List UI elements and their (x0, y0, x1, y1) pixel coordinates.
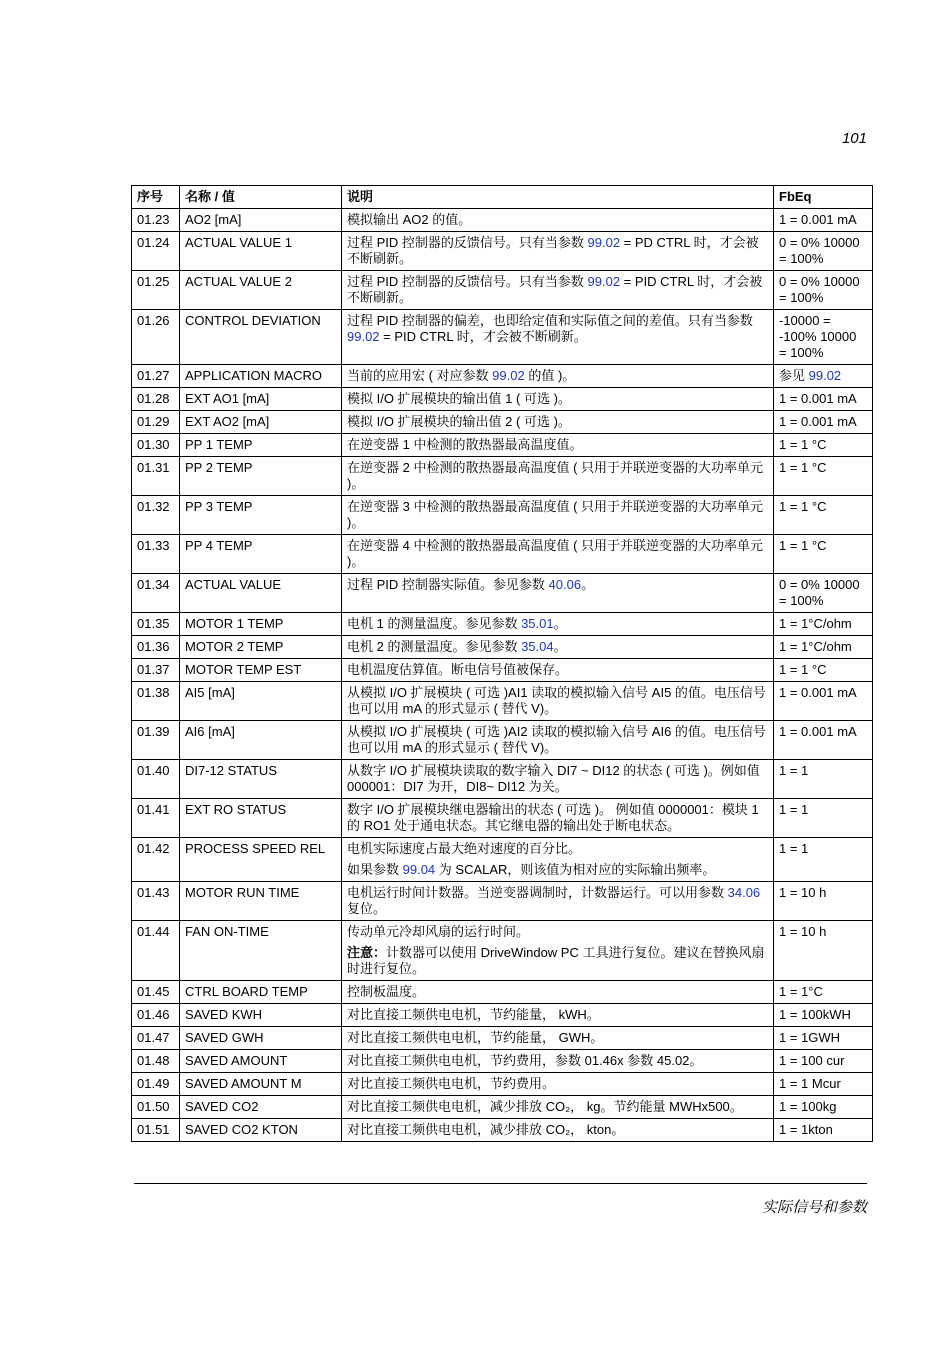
description-text: 模拟 I/O 扩展模块的输出值 1 ( 可选 )。 (347, 391, 571, 406)
description-paragraph (347, 639, 768, 655)
param-description (342, 613, 774, 636)
description-text: 复位。 (347, 901, 387, 916)
description-text: 电机实际速度占最大绝对速度的百分比。 (347, 841, 582, 856)
param-description (342, 1073, 774, 1096)
table-row (132, 882, 873, 921)
description-paragraph (347, 724, 768, 756)
param-name: EXT AO2 [mA] (180, 411, 342, 434)
param-fbeq: 1 = 1°C/ohm (774, 613, 873, 636)
description-text: 。 (581, 577, 595, 592)
param-description (342, 574, 774, 613)
description-paragraph (347, 945, 768, 977)
table-row (132, 1096, 873, 1119)
param-index: 01.24 (132, 232, 180, 271)
description-text: 从模拟 I/O 扩展模块 ( 可选 )AI2 读取的模拟输入信号 AI6 的值。电压信号也可以用 mA 的形式显示 ( 替代 V)。 (347, 724, 766, 755)
param-name: ACTUAL VALUE 1 (180, 232, 342, 271)
param-fbeq: 1 = 1 °C (774, 659, 873, 682)
param-fbeq: 1 = 10 h (774, 921, 873, 981)
description-text: = PID CTRL 时，才会被不断刷新。 (347, 274, 763, 305)
param-name: AI6 [mA] (180, 721, 342, 760)
param-index: 01.27 (132, 365, 180, 388)
param-name: PP 3 TEMP (180, 496, 342, 535)
param-name: MOTOR 1 TEMP (180, 613, 342, 636)
description-text: 对比直接工频供电电机，节约费用。 (347, 1076, 556, 1091)
param-fbeq: 1 = 1 °C (774, 535, 873, 574)
param-name: CONTROL DEVIATION (180, 310, 342, 365)
table-row (132, 232, 873, 271)
table-row (132, 365, 873, 388)
description-text: 当前的应用宏 ( 对应参数 (347, 368, 493, 383)
description-text: = PID CTRL 时，才会被不断刷新。 (379, 329, 587, 344)
table-row (132, 1119, 873, 1142)
param-name: APPLICATION MACRO (180, 365, 342, 388)
param-reference-link[interactable]: 99.04 (402, 862, 436, 877)
param-name: SAVED CO2 (180, 1096, 342, 1119)
description-text: 为 SCALAR，则该值为相对应的实际输出频率。 (435, 862, 716, 877)
description-paragraph (347, 984, 768, 1000)
description-paragraph (347, 1099, 768, 1115)
param-index: 01.48 (132, 1050, 180, 1073)
param-index: 01.36 (132, 636, 180, 659)
param-name: EXT AO1 [mA] (180, 388, 342, 411)
param-name: MOTOR TEMP EST (180, 659, 342, 682)
header-fbeq: FbEq (774, 186, 873, 209)
param-name: MOTOR 2 TEMP (180, 636, 342, 659)
description-paragraph (347, 924, 768, 940)
description-text: 数字 I/O 扩展模块继电器输出的状态 ( 可选 )。 例如值 0000001：模块 1 的 RO1 处于通电状态。其它继电器的输出处于断电状态。 (347, 802, 759, 833)
description-text: 过程 PID 控制器的偏差，也即给定值和实际值之间的差值。只有当参数 (347, 313, 753, 328)
description-text: 在逆变器 4 中检测的散热器最高温度值 ( 只用于并联逆变器的大功率单元 )。 (347, 538, 764, 569)
description-text: 电机温度估算值。断电信号值被保存。 (347, 662, 569, 677)
description-paragraph (347, 1053, 768, 1069)
param-reference-link[interactable]: 99.02 (492, 368, 525, 383)
description-paragraph (347, 391, 768, 407)
table-header-row (132, 186, 873, 209)
description-text: 模拟输出 AO2 的值。 (347, 212, 472, 227)
param-index: 01.50 (132, 1096, 180, 1119)
param-name: SAVED AMOUNT M (180, 1073, 342, 1096)
param-index: 01.31 (132, 457, 180, 496)
param-name: EXT RO STATUS (180, 799, 342, 838)
note-label: 注意： (347, 945, 387, 960)
description-paragraph (347, 802, 768, 834)
param-fbeq: 1 = 0.001 mA (774, 721, 873, 760)
description-text: 的值 )。 (524, 368, 576, 383)
param-fbeq: 1 = 1 °C (774, 457, 873, 496)
description-paragraph (347, 616, 768, 632)
description-text: 计数器可以使用 DriveWindow PC 工具进行复位。建议在替换风扇时进行复位。 (347, 945, 765, 976)
description-paragraph (347, 1122, 768, 1138)
param-description (342, 721, 774, 760)
description-text: = PD CTRL 时，才会被不断刷新。 (347, 235, 759, 266)
param-description (342, 411, 774, 434)
param-description (342, 760, 774, 799)
param-fbeq: 1 = 1 (774, 799, 873, 838)
table-row (132, 1050, 873, 1073)
param-description (342, 1027, 774, 1050)
param-fbeq: 1 = 100 cur (774, 1050, 873, 1073)
param-fbeq: 1 = 100kWH (774, 1004, 873, 1027)
description-text: 对比直接工频供电电机，减少排放 CO₂， kton。 (347, 1122, 625, 1137)
param-description (342, 799, 774, 838)
param-fbeq: 1 = 1 °C (774, 434, 873, 457)
param-description (342, 271, 774, 310)
param-description (342, 1004, 774, 1027)
param-fbeq: 1 = 1kton (774, 1119, 873, 1142)
description-paragraph (347, 212, 768, 228)
param-index: 01.41 (132, 799, 180, 838)
param-index: 01.35 (132, 613, 180, 636)
param-name: AI5 [mA] (180, 682, 342, 721)
param-reference-link[interactable]: 35.04 (521, 639, 554, 654)
param-name: FAN ON-TIME (180, 921, 342, 981)
param-fbeq: 1 = 0.001 mA (774, 682, 873, 721)
param-index: 01.43 (132, 882, 180, 921)
table-row (132, 682, 873, 721)
param-name: DI7-12 STATUS (180, 760, 342, 799)
param-reference-link[interactable]: 40.06 (548, 577, 582, 592)
description-paragraph (347, 437, 768, 453)
param-description (342, 434, 774, 457)
param-name: MOTOR RUN TIME (180, 882, 342, 921)
description-text: 过程 PID 控制器实际值。参见参数 (347, 577, 549, 592)
param-description (342, 496, 774, 535)
table-row (132, 411, 873, 434)
table-row (132, 613, 873, 636)
table-row (132, 1073, 873, 1096)
header-index: 序号 (132, 186, 180, 209)
param-index: 01.39 (132, 721, 180, 760)
param-fbeq: 1 = 0.001 mA (774, 209, 873, 232)
description-paragraph (347, 499, 768, 531)
description-text: 电机 2 的测量温度。参见参数 (347, 639, 522, 654)
param-name: PROCESS SPEED REL (180, 838, 342, 882)
param-description (342, 636, 774, 659)
param-name: ACTUAL VALUE (180, 574, 342, 613)
description-text: 过程 PID 控制器的反馈信号。只有当参数 (347, 235, 588, 250)
param-fbeq: 1 = 1 Mcur (774, 1073, 873, 1096)
table-row (132, 574, 873, 613)
param-description (342, 232, 774, 271)
param-description (342, 457, 774, 496)
param-description (342, 981, 774, 1004)
description-text: 传动单元冷却风扇的运行时间。 (347, 924, 530, 939)
fbeq-text: 参见 (779, 368, 809, 383)
param-name: PP 2 TEMP (180, 457, 342, 496)
param-name: SAVED GWH (180, 1027, 342, 1050)
param-index: 01.34 (132, 574, 180, 613)
header-name-value: 名称 / 值 (180, 186, 342, 209)
description-text: 模拟 I/O 扩展模块的输出值 2 ( 可选 )。 (347, 414, 571, 429)
table-row (132, 636, 873, 659)
table-row (132, 209, 873, 232)
description-text: 对比直接工频供电电机，减少排放 CO₂， kg。节约能量 MWHx500。 (347, 1099, 743, 1114)
description-text: 电机运行时间计数器。当逆变器调制时，计数器运行。可以用参数 (347, 885, 728, 900)
description-paragraph (347, 538, 768, 570)
footer-section-title: 实际信号和参数 (761, 1199, 867, 1216)
table-row (132, 921, 873, 981)
param-fbeq: 1 = 1 (774, 838, 873, 882)
param-reference-link[interactable]: 35.01 (521, 616, 554, 631)
param-description (342, 535, 774, 574)
description-paragraph (347, 577, 768, 593)
description-text: 电机 1 的测量温度。参见参数 (347, 616, 522, 631)
description-paragraph (347, 662, 768, 678)
param-description (342, 310, 774, 365)
param-description (342, 209, 774, 232)
description-paragraph (347, 368, 768, 384)
param-name: SAVED CO2 KTON (180, 1119, 342, 1142)
param-name: SAVED AMOUNT (180, 1050, 342, 1073)
param-index: 01.29 (132, 411, 180, 434)
param-fbeq: 1 = 1 °C (774, 496, 873, 535)
description-paragraph (347, 274, 768, 306)
param-fbeq: 1 = 1°C/ohm (774, 636, 873, 659)
footer-divider (134, 1183, 867, 1184)
param-fbeq: 0 = 0% 10000 = 100% (774, 232, 873, 271)
description-text: 从数字 I/O 扩展模块读取的数字输入 DI7 ~ DI12 的状态 ( 可选 )。例如值 000001：DI7 为开，DI8~ DI12 为关。 (347, 763, 760, 794)
description-paragraph (347, 1076, 768, 1092)
table-row (132, 388, 873, 411)
description-text: 对比直接工频供电电机，节约费用，参数 01.46x 参数 45.02。 (347, 1053, 703, 1068)
param-name: CTRL BOARD TEMP (180, 981, 342, 1004)
param-index: 01.47 (132, 1027, 180, 1050)
table-row (132, 799, 873, 838)
description-text: 在逆变器 1 中检测的散热器最高温度值。 (347, 437, 583, 452)
param-description (342, 682, 774, 721)
param-fbeq (774, 365, 873, 388)
table-row (132, 1004, 873, 1027)
description-paragraph (347, 763, 768, 795)
param-name: PP 1 TEMP (180, 434, 342, 457)
param-description (342, 921, 774, 981)
param-reference-link[interactable]: 99.02 (808, 368, 842, 383)
description-paragraph (347, 414, 768, 430)
description-text: 控制板温度。 (347, 984, 426, 999)
table-row (132, 659, 873, 682)
param-name: ACTUAL VALUE 2 (180, 271, 342, 310)
table-row (132, 721, 873, 760)
description-text: 从模拟 I/O 扩展模块 ( 可选 )AI1 读取的模拟输入信号 AI5 的值。电压信号也可以用 mA 的形式显示 ( 替代 V)。 (347, 685, 766, 716)
param-index: 01.23 (132, 209, 180, 232)
param-fbeq: 0 = 0% 10000 = 100% (774, 574, 873, 613)
param-index: 01.51 (132, 1119, 180, 1142)
param-name: SAVED KWH (180, 1004, 342, 1027)
description-text: 在逆变器 2 中检测的散热器最高温度值 ( 只用于并联逆变器的大功率单元 )。 (347, 460, 764, 491)
description-paragraph (347, 460, 768, 492)
description-text: 。 (553, 616, 567, 631)
table-row (132, 271, 873, 310)
table-row (132, 434, 873, 457)
param-name: PP 4 TEMP (180, 535, 342, 574)
description-paragraph (347, 685, 768, 717)
param-fbeq: 1 = 10 h (774, 882, 873, 921)
param-description (342, 1119, 774, 1142)
param-description (342, 882, 774, 921)
description-text: 在逆变器 3 中检测的散热器最高温度值 ( 只用于并联逆变器的大功率单元 )。 (347, 499, 764, 530)
description-text: 如果参数 (347, 862, 403, 877)
param-name: AO2 [mA] (180, 209, 342, 232)
description-text: 对比直接工频供电电机，节约能量， GWH。 (347, 1030, 604, 1045)
description-paragraph (347, 313, 768, 345)
description-paragraph (347, 862, 768, 878)
description-paragraph (347, 1007, 768, 1023)
description-text: 。 (553, 639, 567, 654)
param-index: 01.28 (132, 388, 180, 411)
param-reference-link[interactable]: 99.02 (587, 274, 621, 289)
description-text: 过程 PID 控制器的反馈信号。只有当参数 (347, 274, 588, 289)
header-description: 说明 (342, 186, 774, 209)
table-row (132, 1027, 873, 1050)
param-index: 01.45 (132, 981, 180, 1004)
param-index: 01.44 (132, 921, 180, 981)
param-index: 01.32 (132, 496, 180, 535)
param-reference-link[interactable]: 34.06 (727, 885, 761, 900)
param-fbeq: 1 = 1 (774, 760, 873, 799)
description-paragraph (347, 1030, 768, 1046)
page-number: 101 (841, 130, 867, 147)
param-description (342, 365, 774, 388)
param-fbeq: -10000 = -100% 10000 = 100% (774, 310, 873, 365)
param-description (342, 1050, 774, 1073)
table-row (132, 838, 873, 882)
param-index: 01.42 (132, 838, 180, 882)
table-row (132, 457, 873, 496)
description-paragraph (347, 841, 768, 857)
table-row (132, 535, 873, 574)
param-index: 01.37 (132, 659, 180, 682)
param-reference-link[interactable]: 99.02 (587, 235, 621, 250)
description-text: 对比直接工频供电电机，节约能量， kWH。 (347, 1007, 600, 1022)
param-index: 01.25 (132, 271, 180, 310)
param-description (342, 388, 774, 411)
param-fbeq: 1 = 0.001 mA (774, 411, 873, 434)
parameter-table (131, 185, 873, 1142)
param-index: 01.40 (132, 760, 180, 799)
param-description (342, 838, 774, 882)
param-index: 01.26 (132, 310, 180, 365)
table-row (132, 760, 873, 799)
param-reference-link[interactable]: 99.02 (347, 329, 380, 344)
param-index: 01.33 (132, 535, 180, 574)
param-fbeq: 1 = 0.001 mA (774, 388, 873, 411)
param-index: 01.46 (132, 1004, 180, 1027)
table-row (132, 496, 873, 535)
param-description (342, 1096, 774, 1119)
table-row (132, 981, 873, 1004)
param-fbeq: 0 = 0% 10000 = 100% (774, 271, 873, 310)
description-paragraph (347, 235, 768, 267)
param-index: 01.38 (132, 682, 180, 721)
param-fbeq: 1 = 1GWH (774, 1027, 873, 1050)
param-index: 01.30 (132, 434, 180, 457)
param-fbeq: 1 = 100kg (774, 1096, 873, 1119)
param-fbeq: 1 = 1°C (774, 981, 873, 1004)
param-index: 01.49 (132, 1073, 180, 1096)
description-paragraph (347, 885, 768, 917)
param-description (342, 659, 774, 682)
table-row (132, 310, 873, 365)
